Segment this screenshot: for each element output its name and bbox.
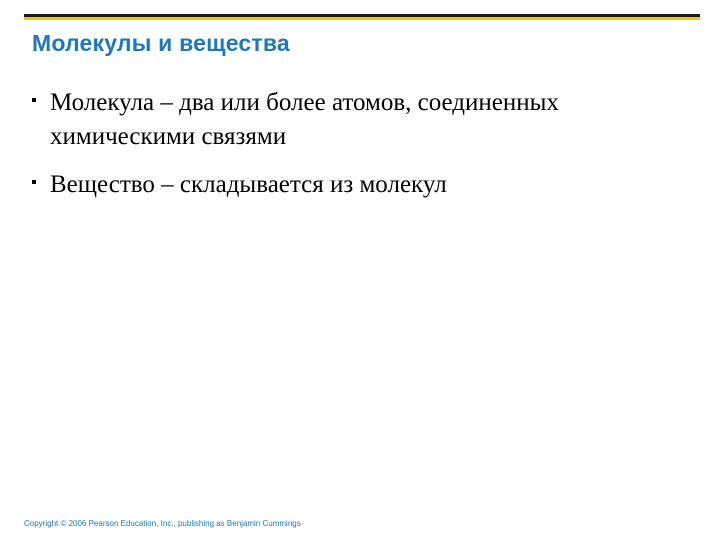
slide-title: Молекулы и вещества <box>32 30 290 56</box>
bullet-square-icon <box>32 98 36 102</box>
bullet-list <box>30 86 690 216</box>
bullet-text: Молекула – два или более атомов, соединенных химическими связями <box>50 89 559 150</box>
bullet-square-icon <box>32 180 36 184</box>
bullet-item-molecule <box>30 86 690 154</box>
copyright-footer: Copyright © 2006 Pearson Education, Inc., publishing as Benjamin Cummings <box>24 519 301 528</box>
bullet-text: Вещество – складывается из молекул <box>50 171 447 198</box>
top-divider-rule <box>24 14 700 20</box>
bullet-item-substance <box>30 168 690 202</box>
